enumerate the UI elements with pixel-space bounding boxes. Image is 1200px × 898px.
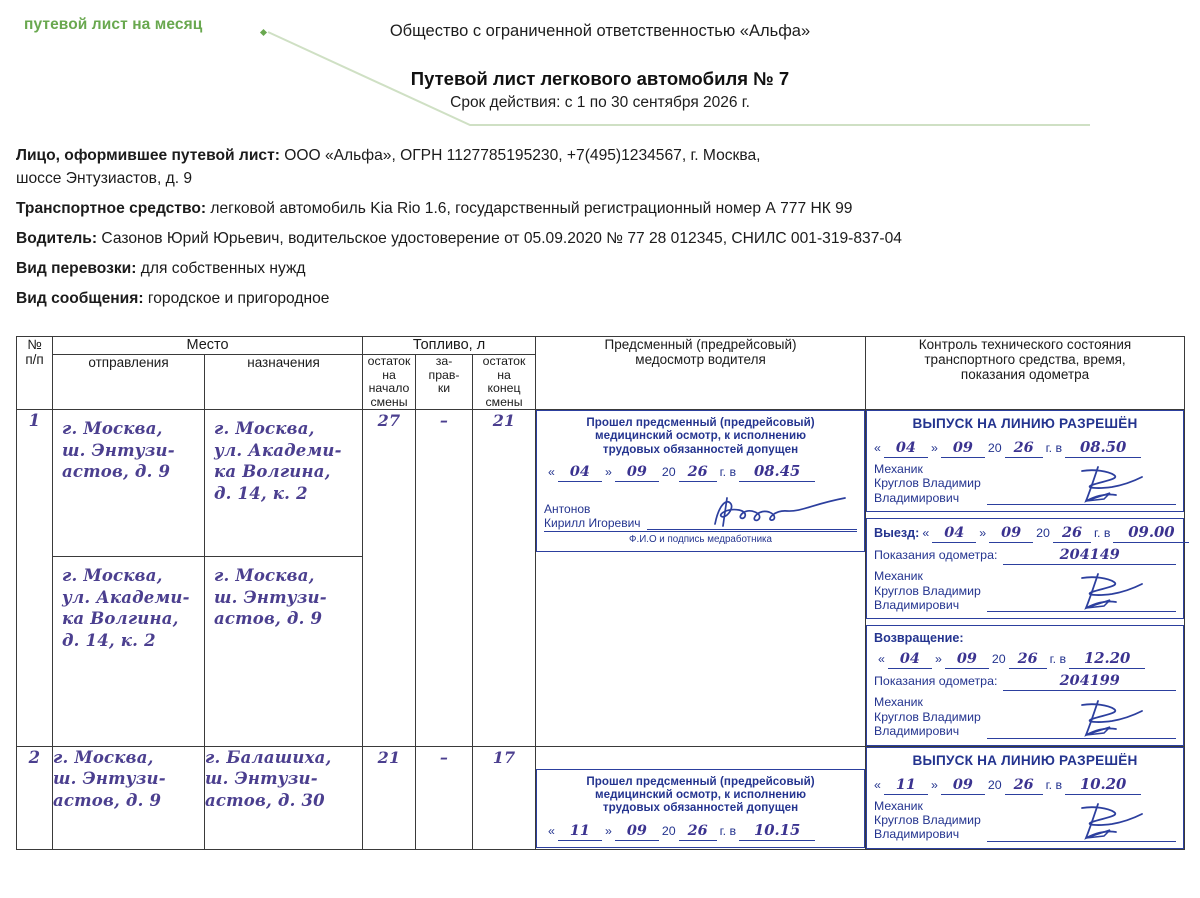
- transport-type-label: Вид перевозки:: [16, 260, 137, 277]
- fuel-refill-l1: за-: [435, 354, 453, 368]
- doctor-name: [544, 502, 641, 530]
- header-place-from: отправления: [53, 355, 205, 410]
- addr-line: астов, д. 30: [205, 790, 325, 810]
- header-medical: [536, 337, 866, 410]
- cell-fuel-start: 27: [363, 410, 416, 747]
- message-type-row: [16, 288, 1196, 309]
- release-month: 09: [941, 776, 985, 795]
- addr-line: д. 14, к. 2: [214, 483, 308, 503]
- release-year: 26: [1005, 439, 1043, 458]
- doctor-name-l2: Кирилл Игоревич: [544, 516, 641, 531]
- medical-month: 09: [615, 463, 659, 482]
- release-dateline: [874, 439, 1176, 458]
- info-block: [16, 145, 1196, 318]
- medical-signature-row: [544, 492, 857, 530]
- header-medical-line2: медосмотр водителя: [635, 352, 766, 367]
- release-time: 08.50: [1065, 439, 1141, 458]
- release-signature-row: [874, 799, 1176, 842]
- message-type-label: Вид сообщения:: [16, 290, 144, 307]
- issuer-value: ООО «Альфа», ОГРН 1127785195230, +7(495)1234567, г. Москва,: [284, 147, 761, 164]
- medical-caption: Ф.И.О и подпись медработника: [544, 531, 857, 545]
- medical-dateline: [544, 463, 857, 482]
- departure-time: 09.00: [1113, 524, 1189, 543]
- header-num-line1: №: [27, 337, 42, 352]
- signature-icon: [1064, 465, 1174, 505]
- addr-line: г. Москва,: [62, 419, 163, 438]
- return-stamp: [866, 625, 1184, 745]
- addr-line: ш. Энтузи-: [62, 440, 175, 460]
- leg-to-1: [205, 410, 362, 557]
- fuel-refill-l2: прав-: [428, 367, 460, 382]
- year-suffix: г. в: [719, 465, 737, 480]
- cell-tech-control: [866, 746, 1185, 849]
- medical-head-l2: медицинский осмотр, к исполнению: [594, 429, 807, 443]
- row-number: 1: [17, 410, 53, 747]
- medical-year: 26: [679, 822, 717, 841]
- mechanic-signature: [987, 467, 1176, 505]
- year-suffix: г. в: [1045, 441, 1063, 455]
- header-num-line2: п/п: [25, 352, 44, 367]
- mechanic-name-l1: Круглов Владимир: [874, 476, 981, 491]
- cell-fuel-refill: –: [416, 410, 473, 747]
- release-month: 09: [941, 439, 985, 458]
- medical-head-l3: трудовых обязанностей допущен: [602, 442, 799, 456]
- quote-close: »: [930, 441, 938, 455]
- table-row: [17, 410, 1185, 747]
- medical-head-l1: Прошел предсменный (предрейсовый): [586, 416, 815, 429]
- transport-type-row: [16, 258, 1196, 279]
- medical-stamp: [536, 769, 865, 848]
- year-prefix: 20: [661, 465, 676, 480]
- addr-line: ул. Академи-: [62, 587, 190, 607]
- mechanic-name-l1: Круглов Владимир: [874, 709, 981, 724]
- return-year: 26: [1009, 650, 1047, 669]
- cell-medical-exam: [536, 410, 866, 747]
- return-day: 04: [888, 650, 932, 669]
- header-fuel-start: [363, 355, 416, 410]
- departure-odometer-row: [874, 546, 1176, 565]
- addr-line: г. Москва,: [214, 419, 315, 438]
- driver-row: [16, 228, 1196, 249]
- return-signature-row: [874, 695, 1176, 738]
- mechanic-signature: [987, 701, 1176, 739]
- addr-line: д. 14, к. 2: [62, 630, 156, 650]
- quote-open: «: [548, 823, 555, 838]
- mechanic-role: Механик: [874, 798, 923, 813]
- addr-line: ул. Академи-: [214, 440, 342, 460]
- addr-line: астов, д. 9: [62, 462, 171, 481]
- cell-fuel-end: 21: [473, 410, 536, 747]
- release-signature-row: [874, 462, 1176, 505]
- mechanic-name: [874, 695, 981, 738]
- addr-line: ка Волгина,: [62, 609, 179, 628]
- odometer-label: Показания одометра:: [874, 674, 998, 689]
- quote-open: «: [548, 465, 555, 480]
- cell-place-to: [205, 746, 363, 849]
- issuer-label: Лицо, оформившее путевой лист:: [16, 147, 280, 164]
- medical-month: 09: [615, 822, 659, 841]
- driver-label: Водитель:: [16, 230, 98, 247]
- transport-type-value: для собственных нужд: [140, 260, 306, 277]
- organization-name: Общество с ограниченной ответственностью «Альфа»: [389, 22, 811, 40]
- addr-line: г. Москва,: [62, 566, 163, 585]
- vehicle-row: [16, 198, 1196, 219]
- header-medical-line1: Предсменный (предрейсовый): [604, 337, 797, 352]
- fuel-end-l3: конец: [487, 381, 521, 395]
- header-num: [17, 337, 53, 410]
- header-tech-line2: транспортного средства, время,: [924, 352, 1126, 367]
- issuer-value-cont: шоссе Энтузиастов, д. 9: [16, 170, 193, 187]
- signature-icon: [705, 494, 855, 530]
- fuel-start-l4: смены: [370, 394, 408, 409]
- return-time: 12.20: [1069, 650, 1145, 669]
- release-stamp: [866, 747, 1184, 849]
- header-tech-control: [866, 337, 1185, 410]
- leg-from-2: [53, 557, 204, 659]
- year-suffix: г. в: [1093, 526, 1111, 541]
- year-suffix: г. в: [719, 823, 737, 838]
- message-type-value: городское и пригородное: [147, 290, 330, 307]
- mechanic-signature: [987, 574, 1176, 612]
- mechanic-name-l2: Владимирович: [874, 827, 960, 842]
- addr-line: ш. Энтузи-: [53, 769, 166, 789]
- mechanic-name-l2: Владимирович: [874, 724, 960, 739]
- year-suffix: г. в: [1049, 652, 1067, 667]
- odometer-value: 204149: [1003, 546, 1176, 565]
- return-odometer-row: [874, 672, 1176, 691]
- mechanic-name-l2: Владимирович: [874, 490, 960, 505]
- vehicle-label: Транспортное средство:: [16, 200, 207, 217]
- medical-day: 11: [558, 822, 602, 841]
- return-title: Возвращение:: [874, 631, 964, 646]
- release-title: ВЫПУСК НА ЛИНИЮ РАЗРЕШЁН: [912, 752, 1138, 768]
- annotation-label: путевой лист на месяц: [24, 16, 203, 33]
- fuel-start-l1: остаток: [367, 354, 411, 368]
- departure-stamp: [866, 518, 1184, 619]
- year-prefix: 20: [1036, 526, 1050, 541]
- year-prefix: 20: [661, 823, 676, 838]
- fuel-start-l2: на: [382, 367, 396, 382]
- doctor-signature: [647, 492, 858, 530]
- driver-value: Сазонов Юрий Юрьевич, водительское удостоверение от 05.09.2020 № 77 28 012345, СНИЛС 001-319-837-04: [101, 230, 902, 247]
- quote-open: «: [874, 441, 881, 455]
- odometer-value: 204199: [1003, 672, 1176, 691]
- header-fuel-end: [473, 355, 536, 410]
- mechanic-role: Механик: [874, 569, 923, 584]
- leg-to-2: [205, 557, 362, 638]
- medical-dateline: [544, 822, 857, 841]
- quote-close: »: [934, 652, 942, 667]
- signature-icon: [1064, 802, 1174, 842]
- medical-stamp: [536, 410, 865, 552]
- medical-time: 08.45: [739, 463, 815, 482]
- cell-fuel-refill: –: [416, 746, 473, 849]
- addr-line: ш. Энтузи-: [205, 769, 318, 789]
- fuel-refill-l3: ки: [437, 381, 451, 395]
- mechanic-name-l1: Круглов Владимир: [874, 583, 981, 598]
- page-title: Путевой лист легкового автомобиля № 7: [410, 68, 790, 89]
- vehicle-value: легковой автомобиль Kia Rio 1.6, государственный регистрационный номер А 777 НК 99: [210, 200, 853, 217]
- year-prefix: 20: [987, 777, 1002, 792]
- return-dateline: [874, 650, 1176, 669]
- cell-place-to: [205, 410, 363, 747]
- signature-icon: [1064, 699, 1174, 739]
- mechanic-name-l2: Владимирович: [874, 598, 960, 613]
- release-year: 26: [1005, 776, 1043, 795]
- cell-tech-control: [866, 410, 1185, 747]
- fuel-end-l4: смены: [485, 394, 523, 409]
- header-fuel: Топливо, л: [363, 337, 536, 355]
- header-place-to: назначения: [205, 355, 363, 410]
- issuer-row: [16, 145, 1196, 166]
- mechanic-name: [874, 462, 981, 505]
- addr-line: ш. Энтузи-: [214, 587, 327, 607]
- departure-title: Выезд:: [874, 526, 920, 541]
- addr-line: астов, д. 9: [53, 790, 162, 810]
- mechanic-role: Механик: [874, 695, 923, 710]
- departure-signature-row: [874, 569, 1176, 612]
- year-prefix: 20: [991, 652, 1006, 667]
- quote-open: «: [878, 652, 885, 667]
- fuel-end-l2: на: [497, 367, 511, 382]
- departure-month: 09: [989, 524, 1033, 543]
- header-fuel-refill: [416, 355, 473, 410]
- addr-line: г. Балашиха,: [205, 747, 332, 767]
- quote-open: «: [874, 777, 881, 792]
- header-tech-line3: показания одометра: [960, 367, 1090, 382]
- mechanic-name: [874, 569, 981, 612]
- header-place: Место: [53, 337, 363, 355]
- fuel-end-l1: остаток: [482, 354, 526, 368]
- addr-line: астов, д. 9: [214, 609, 323, 628]
- table-header-row-1: [17, 337, 1185, 355]
- row-number: 2: [17, 746, 53, 849]
- medical-time: 10.15: [739, 822, 815, 841]
- signature-icon: [1064, 572, 1174, 612]
- leg-from-1: [53, 410, 204, 557]
- release-time: 10.20: [1065, 776, 1141, 795]
- addr-line: ка Волгина,: [214, 462, 331, 481]
- quote-close: »: [604, 823, 612, 838]
- cell-fuel-end: 17: [473, 746, 536, 849]
- release-day: 04: [884, 439, 928, 458]
- return-month: 09: [945, 650, 989, 669]
- mechanic-role: Механик: [874, 462, 923, 476]
- release-stamp: [866, 410, 1184, 512]
- waybill-table: [16, 336, 1185, 850]
- quote-close: »: [604, 465, 612, 480]
- header-tech-line1: Контроль технического состояния: [918, 337, 1132, 352]
- cell-medical-exam: [536, 746, 866, 849]
- validity-period: Срок действия: с 1 по 30 сентября 2026 г.: [450, 94, 750, 111]
- departure-year: 26: [1053, 524, 1091, 543]
- year-prefix: 20: [987, 441, 1002, 455]
- year-suffix: г. в: [1045, 777, 1063, 792]
- medical-year: 26: [679, 463, 717, 482]
- mechanic-name: [874, 799, 981, 842]
- quote-close: »: [979, 526, 987, 541]
- mechanic-name-l1: Круглов Владимир: [874, 813, 981, 828]
- quote-open: «: [922, 526, 930, 541]
- release-day: 11: [884, 776, 928, 795]
- quote-close: »: [930, 777, 938, 792]
- doctor-name-l1: Антонов: [544, 501, 591, 516]
- mechanic-signature: [987, 804, 1176, 842]
- cell-place-from: [53, 410, 205, 747]
- fuel-start-l3: начало: [368, 381, 410, 395]
- medical-head-l2: медицинский осмотр, к исполнению: [594, 788, 807, 802]
- odometer-label: Показания одометра:: [874, 548, 998, 563]
- addr-line: г. Москва,: [214, 566, 315, 585]
- table-row: [17, 746, 1185, 849]
- release-title: ВЫПУСК НА ЛИНИЮ РАЗРЕШЁН: [912, 416, 1138, 431]
- medical-head-l3: трудовых обязанностей допущен: [602, 801, 799, 815]
- cell-place-from: [53, 746, 205, 849]
- departure-day: 04: [932, 524, 976, 543]
- addr-line: г. Москва,: [53, 747, 154, 767]
- medical-head-l1: Прошел предсменный (предрейсовый): [586, 774, 815, 788]
- medical-day: 04: [558, 463, 602, 482]
- cell-fuel-start: 21: [363, 746, 416, 849]
- departure-dateline: [874, 524, 1176, 543]
- release-dateline: [874, 776, 1176, 795]
